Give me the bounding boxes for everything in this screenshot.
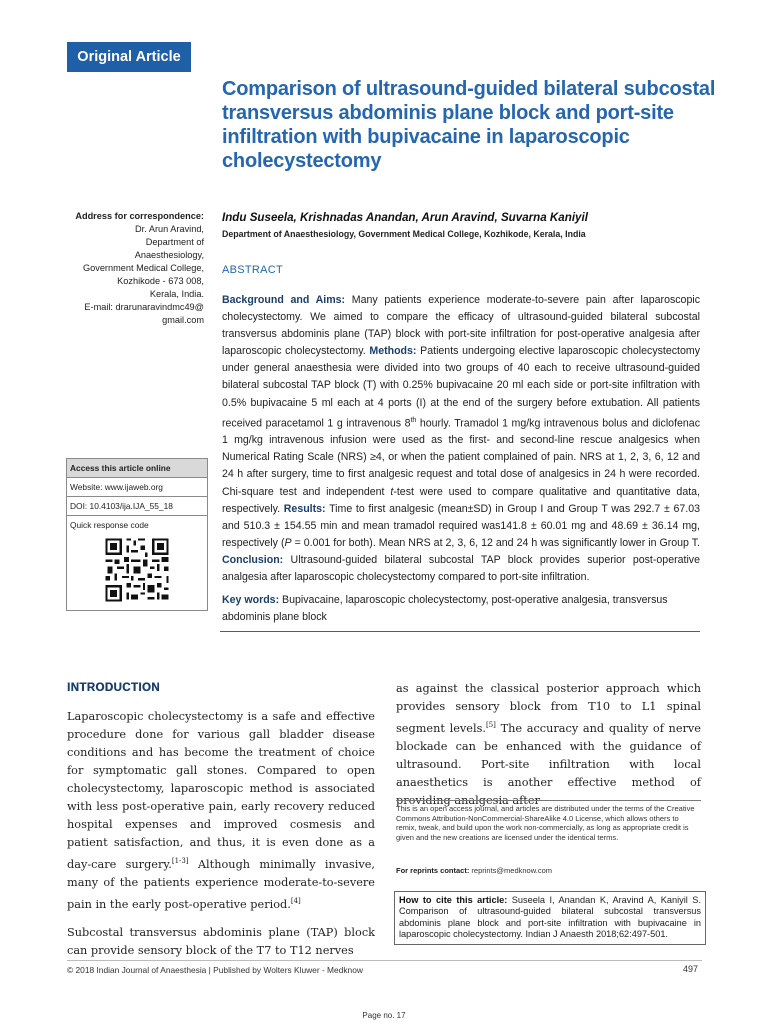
reprints-email[interactable]: reprints@medknow.com (469, 866, 552, 875)
intro-column-left (67, 682, 375, 960)
intro-text: Laparoscopic cholecystectomy is a safe and effective procedure done for various gall bladder disease conditions and has become the treatment of choice for symptomatic gall stones. Compared to open cholecystectomy, laparoscopic method is associated with less post-operative pain, early recovery reduced hospital expenses and improved cosmesis and patient satisfaction, and thus, it is even done as a day-care surgery. (67, 710, 375, 871)
superscript: th (410, 416, 417, 424)
intro-paragraph: Subcostal transversus abdominis plane (TAP) block can provide sensory block of the T7 to T12 nerves (67, 925, 375, 957)
abstract-divider (220, 631, 700, 632)
document-page-label: Page no. 17 (362, 1011, 406, 1020)
correspondence-line: Kerala, India. (149, 289, 204, 299)
citation-ref[interactable]: [1-3] (171, 857, 189, 865)
footer-divider (67, 960, 702, 961)
access-qr (67, 516, 207, 610)
intro-text: as against the classical posterior approach which provides sensory block from T10 to L1 spinal segment levels. (396, 682, 701, 735)
abstract-heading: ABSTRACT (222, 264, 284, 276)
author-list: Indu Suseela, Krishnadas Anandan, Arun Aravind, Suvarna Kaniyil (222, 211, 588, 224)
intro-paragraph (67, 708, 375, 914)
qr-code-icon[interactable] (103, 536, 171, 604)
abstract-background-label: Background and Aims: (222, 294, 346, 306)
keywords-text: Bupivacaine, laparoscopic cholecystectomy, post-operative analgesia, transversus abdominis plane block (222, 594, 668, 623)
reprints-label: For reprints contact: (396, 866, 470, 875)
intro-text: Although minimally invasive, many of the patients experience moderate-to-severe pain in the early post-operative period. (67, 857, 375, 911)
correspondence-line: Anaesthesiology, (134, 250, 204, 260)
abstract-results-text: Time to first analgesic (mean±SD) in Group I and Group T was 292.7 ± 67.03 and 510.3 ± 154.55 min and mean tramadol required was141.8 ± 60.01 mg and 48.69 ± 36.14 mg, respectively ( (222, 502, 700, 549)
correspondence-email[interactable]: E-mail: drarunaravindmc49@ (84, 302, 204, 312)
article-title: Comparison of ultrasound-guided bilateral subcostal transversus abdominis plane block and port-site infiltration with bupivacaine in laparoscopic cholecystectomy (222, 78, 716, 172)
citation-ref[interactable]: [5] (485, 721, 496, 729)
abstract-methods-label: Methods: (369, 345, 417, 358)
abstract-body (222, 292, 700, 586)
correspondence-label: Address for correspondence: (75, 211, 204, 221)
footer-copyright: © 2018 Indian Journal of Anaesthesia | Published by Wolters Kluwer - Medknow (67, 965, 363, 975)
abstract-results-text: = 0.001 for both). Mean NRS at 2, 3, 6, 12 and 24 h was significantly lower in Group T. (291, 536, 700, 549)
correspondence-line: Government Medical College, (82, 263, 204, 273)
intro-text: The accuracy and quality of nerve blockade can be enhanced with the guidance of ultrasound. Port-site infiltration with local anaesthetics is another effective method of providing analgesia after (396, 721, 701, 807)
article-type-badge: Original Article (67, 42, 191, 72)
abstract-conclusion-text: Ultrasound-guided bilateral subcostal TAP block provides superior post-operative analgesia after laparoscopic cholecystectomy compared to port-site infiltration. (222, 553, 700, 584)
abstract-methods-text: -test were used to compare qualitative and quantitative data, respectively. (222, 485, 700, 515)
correspondence-line: Department of (145, 237, 204, 247)
citation-ref[interactable]: [4] (290, 896, 301, 905)
keywords-label: Key words: (222, 594, 280, 606)
citation-label: How to cite this article: (399, 895, 508, 905)
access-header: Access this article online (67, 459, 207, 478)
access-article-box (66, 458, 208, 611)
correspondence-line: Dr. Arun Aravind, (135, 224, 204, 234)
reprints-contact (396, 866, 701, 875)
keywords (222, 592, 700, 626)
citation-text: Suseela I, Anandan K, Aravind A, Kaniyil S. Comparison of ultrasound-guided bilateral subcostal transversus abdominis plane block and port-site infiltration with bupivacaine in laparoscopic cholecystectomy. Indian J Anaesth 2018;62:497-501. (399, 895, 701, 940)
author-affiliation: Department of Anaesthesiology, Government Medical College, Kozhikode, Kerala, India (222, 229, 586, 239)
italic-t: t (390, 485, 394, 498)
abstract-methods-text: Patients undergoing elective laparoscopic cholecystectomy under general anaesthesia were divided into two groups of 40 each to receive ultrasound-guided bilateral subcostal TAP block (T) with 0.25% bupivacaine 20 ml each side or port-site infiltration with 0.5% bupivacaine 5 ml each at 4 ports (I) at the end of the surgery before extubation. All patients received paracetamol 1 g intravenous 8 (222, 345, 701, 430)
open-access-notice: This is an open access journal, and articles are distributed under the terms of the Creative Commons Attribution-NonCommercial-ShareAlike 4.0 License, which allows others to remix, tweak, and build upon the work non-commercially, as long as appropriate credit is given and the new creations are licensed under the identical terms. (396, 800, 701, 842)
abstract-methods-text: hourly. Tramadol 1 mg/kg intravenous bolus and diclofenac 1 mg/kg intravenous infusion were used as the first- and second-line rescue analgesics when Numerical Rating Scale (NRS) ≥4, or when the patient complained of pain. NRS at 1, 2, 3, 6, 12 and 24 h after surgery, time to first analgesic request and total dose of analgesics in 24 h were recorded. Chi-square test and independent (222, 417, 700, 498)
abstract-results-label: Results: (283, 502, 326, 515)
footer-page-number: 497 (683, 964, 699, 974)
abstract-conclusion-label: Conclusion: (222, 553, 284, 566)
intro-column-right (396, 680, 701, 810)
correspondence-email-domain[interactable]: gmail.com (162, 315, 204, 325)
italic-p: P (284, 536, 292, 549)
citation-box (394, 891, 706, 945)
abstract-background-text: Many patients experience moderate-to-severe pain after laparoscopic cholecystectomy. We aimed to compare the efficacy of ultrasound-guided bilateral subcostal transversus abdominis plane (TAP) block with port-site infiltration for post-operative analgesia after laparoscopic cholecystectomy. (222, 294, 700, 358)
access-doi[interactable]: DOI: 10.4103/ija.IJA_55_18 (67, 497, 207, 516)
qr-label: Quick response code (70, 520, 149, 530)
correspondence-line: Kozhikode - 673 008, (117, 276, 204, 286)
intro-paragraph (396, 680, 701, 810)
access-website[interactable]: Website: www.ijaweb.org (67, 478, 207, 497)
correspondence-address (40, 210, 204, 327)
intro-heading: INTRODUCTION (67, 682, 160, 694)
